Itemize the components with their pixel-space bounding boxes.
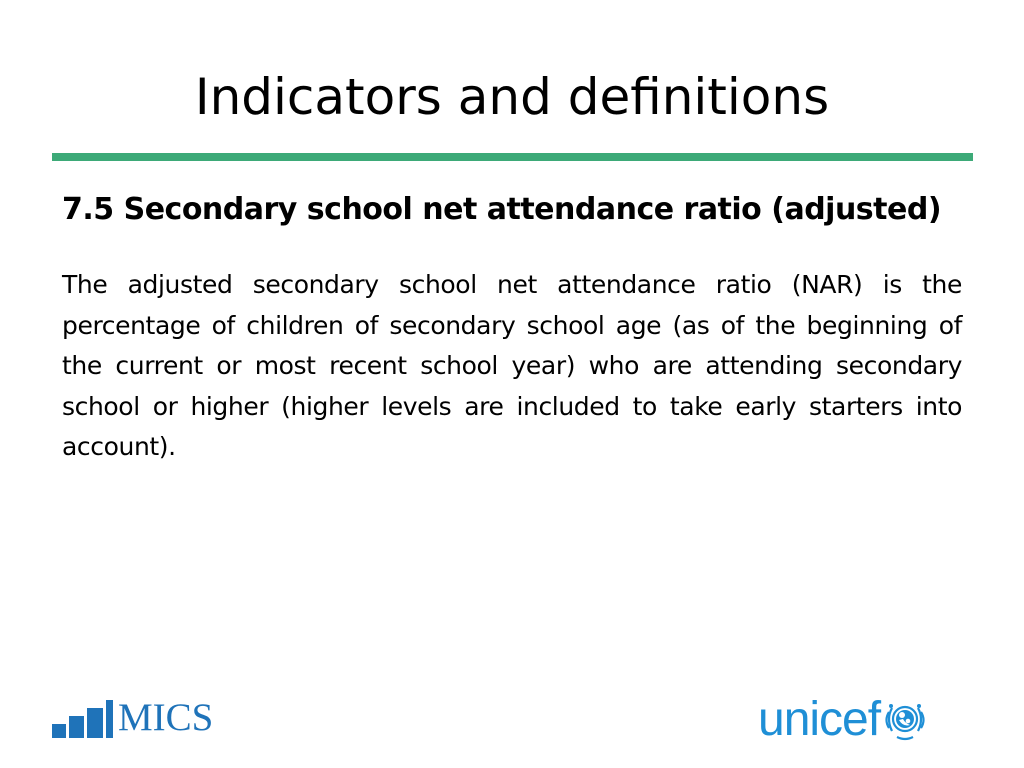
mics-logo-text: MICS [118,696,214,739]
mics-logo [52,696,213,738]
mics-bars-icon [52,698,116,738]
unicef-logo-text: unicef [758,693,881,746]
unicef-emblem-icon [883,697,927,743]
title-divider [52,153,973,161]
slide-title: Indicators and definitions [194,68,830,126]
unicef-logo [758,692,927,748]
indicator-heading: 7.5 Secondary school net attendance ratio (adjusted) [62,192,942,227]
indicator-definition: The adjusted secondary school net attendance ratio (NAR) is the percentage of children of secondary school age (as of the beginning of the current or most recent school year) who are attending secondary school or higher (higher levels are included to take early starters into account). [62,270,962,461]
